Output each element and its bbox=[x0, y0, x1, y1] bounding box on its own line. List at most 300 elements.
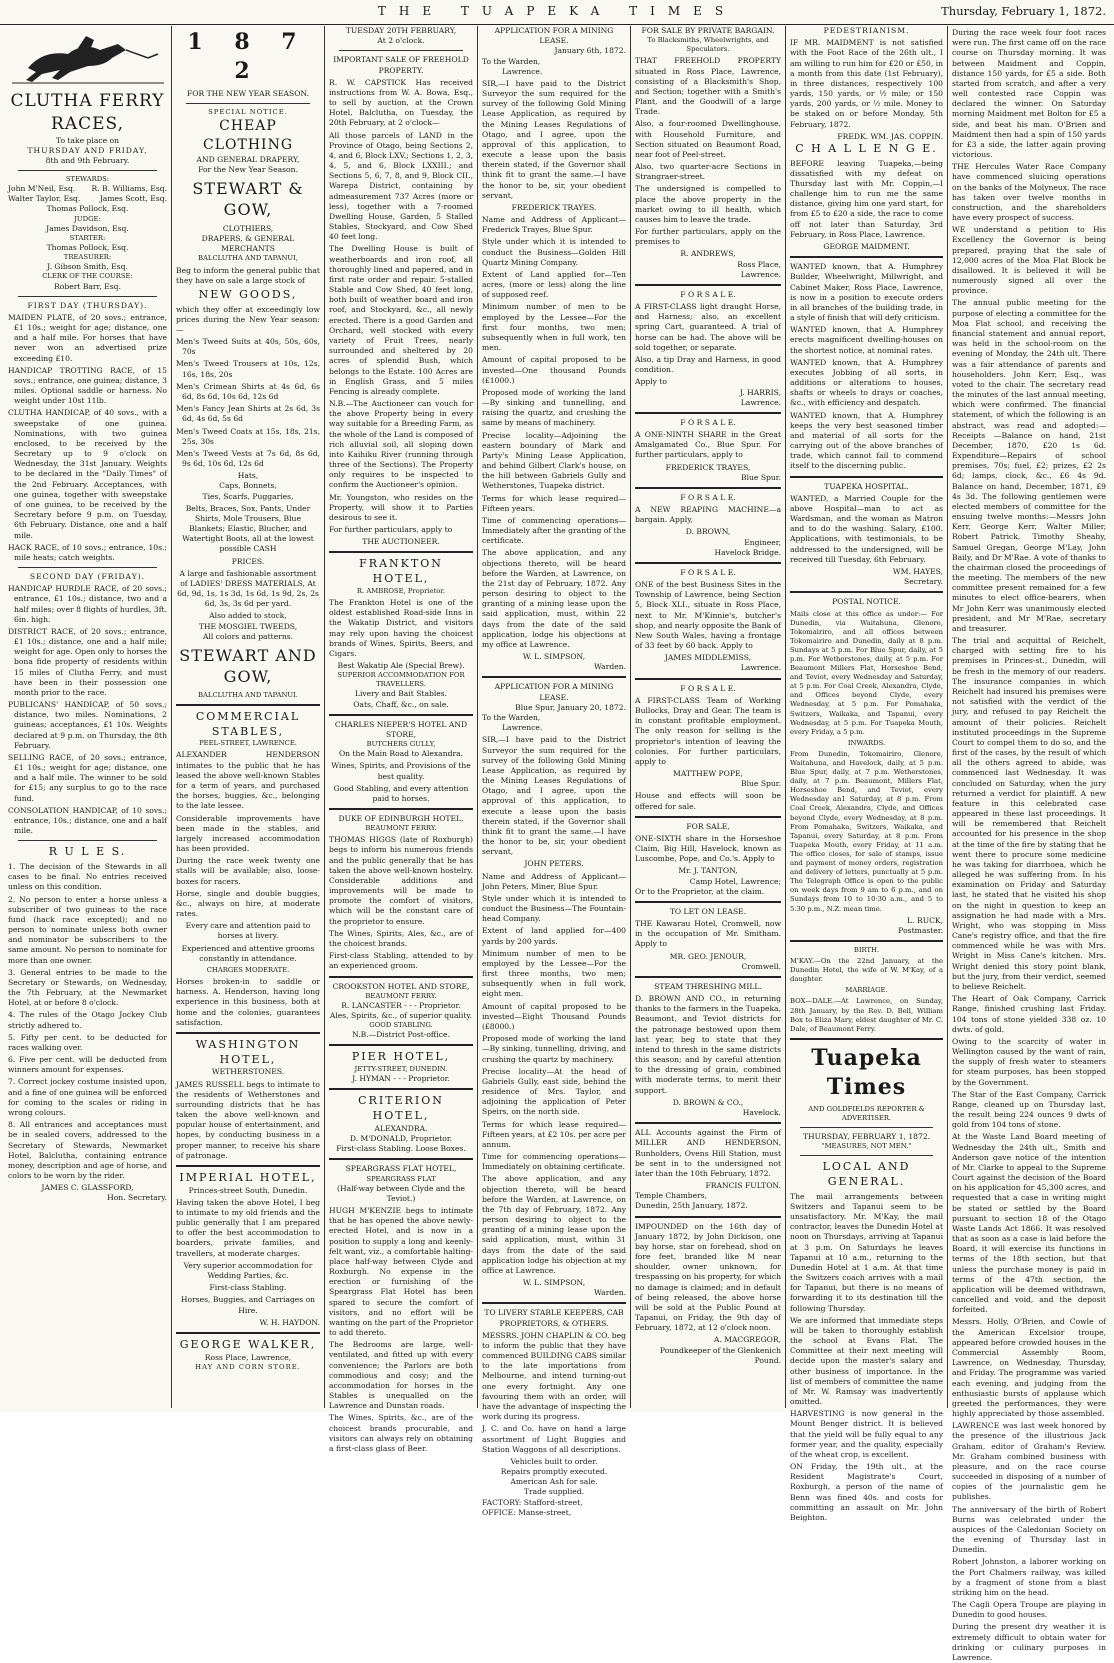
criterion-stabling: First-class Stabling. Loose Boxes. bbox=[336, 1144, 466, 1154]
steward: Walter Taylor, Esq. bbox=[8, 194, 81, 204]
sale-text: A FIRST-CLASS light draught Horse, and Harness; also, an excellent spring Cart, guaranteed. A trial of horse can be had. The above will be sold together, or separate. bbox=[635, 302, 781, 352]
applicant-2: JOHN PETERS. bbox=[524, 859, 584, 869]
notice-text: IF MR. MAIDMENT is not satisfied with the Foot Race of the 26th ult., I am willing to run him for £20 or £50, in a month from this date (1st February), in three distances, respectively 100 yards, 150 yards, or ½ mile; or 150 yards, 200 yards, or ½ mile. Money to be staked on or before Monday, 5th February, 1872. bbox=[790, 38, 943, 129]
crookston-stabling: GOOD STABLING. bbox=[369, 1021, 433, 1030]
birth-heading: BIRTH. bbox=[853, 945, 880, 954]
challenge-heading: C H A L L E N G E. bbox=[795, 141, 938, 155]
edinburgh-text: THOMAS HIGGS (late of Roxburgh) begs to inform his numerous friends and the public generally that he has taken the above well-known hostelry. Considerable additions and improvements will be made to promote the comfort of visitors, which will be the constant care of the proprietor to ensure. bbox=[329, 835, 473, 926]
sale-text: THAT FREEHOLD PROPERTY situated in Ross Place, Lawrence, consisting of a Blacksmith's Shop, and Section; together with a Smith's Plant, and the Goodwill of a large Trade. bbox=[635, 56, 781, 117]
local-para: We are informed that immediate steps will be taken to thoroughly establish the school at Evans Flat. The Committee at their next meeting will decide upon the master's salary and other business of importance. In the list of members of committee the name of Mr. W. Ramsay was inadvertently omitted. bbox=[790, 1315, 943, 1407]
news-para: THE Hercules Water Race Company have commenced sluicing operations on the banks of the Molyneux. The race has taken over twelve months in construction, and the shareholders have every prospect of success. bbox=[952, 162, 1106, 223]
divider bbox=[635, 976, 781, 978]
wanted-notice: WANTED known, that A. Humphrey executes Jobbing of all sorts, in additions or alterations to houses, shafts or wheels to drays or coaches, &c., with efficiency and despatch. bbox=[790, 357, 943, 408]
colours: All colors and patterns. bbox=[202, 631, 294, 641]
application-detail: Proposed mode of working the land—By sinking, tunnelling, driving, and crushing the quartz by machinery. bbox=[482, 1034, 626, 1064]
judge: James Davidson, Esq. bbox=[46, 223, 129, 233]
steam-heading: STEAM THRESHING MILL. bbox=[654, 981, 762, 991]
sale-text: N.B.—The Auctioneer can vouch for the above Property being in every way suitable for a Breeding Farm, as the whole of the Land is composed of rich alluvial soil, all sloping down into Kaihiku River (running through three of the Sections). The Property only requires to be inspected to confirm the Auctioneer's opinion. bbox=[329, 399, 473, 490]
rule-item: 1. The decision of the Stewards in all cases to be final. No entries received unless on this condition. bbox=[8, 862, 167, 892]
imperial-text: First-class Stabling. bbox=[209, 1283, 287, 1293]
application-detail: Extent of Land applied for—Ten acres, (more or less) along the line of supposed reef. bbox=[482, 269, 626, 300]
hospital-heading: TUAPEKA HOSPITAL. bbox=[824, 481, 909, 491]
sale-text: The Dwelling House is built of weatherboards and iron roof, all thoroughly lined and papered, and in first rate order and repair. 5-stalled Stable and Cow Shed, 40 feet long, both built of weather board and iron roof, and Stockyard, &c., all newly erected. There is a good Garden and Orchard, well stocked with every variety of Fruit Trees, nearly surrounded and sheltered by 20 acres of splendid Bush, which belongs to the Estate. 100 Acres are in English Grass, and 5 miles Fencing is already complete. bbox=[329, 244, 473, 396]
chaplin-text: J. C. and Co. have on hand a large assortment of Light Buggies and Station Waggons of all descriptions. bbox=[482, 1424, 626, 1454]
news-para: The Cagli Opera Troupe are playing in Dunedin to good houses. bbox=[952, 1600, 1106, 1620]
sale-time: At 2 o'clock. bbox=[377, 36, 425, 46]
mosgiel: THE MOSGIEL TWEEDS, bbox=[198, 621, 298, 631]
application-detail: Time of commencing operations—Immediately after the granting of the certificate. bbox=[482, 515, 626, 546]
notice-text: WANTED, a Married Couple for the above Hospital—man to act as Wardsman, and the woman as Matron and to do the washing. Salary, £100. Applications, with testimonials, to be addressed to the undersigned, will be received till Tuesday, 6th February. bbox=[790, 493, 943, 564]
price-item: Men's Tweed Coats at 15s, 18s, 21s, 25s, 30s bbox=[176, 426, 320, 446]
for-new-year: For the New Year Season. bbox=[198, 164, 298, 174]
pope-place: Blue Spur. bbox=[741, 779, 781, 789]
chaplin-text: MESSRS. JOHN CHAPLIN & CO. beg to inform the public that they have commenced BUILDING CABS similar to the late importations from Melbourne, and intend turning-out one every fortnight. Any one favouring them with an order, will have the advantage of inspecting the work during its progress. bbox=[482, 1330, 626, 1422]
firm-place-2: BALCLUTHA AND TAPANUI. bbox=[198, 690, 298, 699]
new-goods: NEW GOODS, bbox=[198, 287, 298, 301]
frankton-livery: Livery and Bait Stables. bbox=[354, 689, 448, 699]
divider bbox=[176, 704, 320, 706]
local-para: The mail arrangements between Switzers and Tapanui seem to be unsatisfactory. Mr. M'Kay, the mail contractor, leaves the Dunedin Hotel at noon on Thursdays, arriving at Tapanui at 3 p.m. On Saturdays he leaves Tapanui at 10 a.m., returning to the Dunedin Hotel at 1 a.m. At that time the Switzers coach arrives with a mail for Tapanui, but there is no means of forwarding it to its destination till the following Thursday. bbox=[790, 1191, 943, 1313]
news-para: During the present dry weather it is extremely difficult to obtain water for drinking or culinary purposes in Lawrence. bbox=[952, 1622, 1106, 1662]
pedestrianism-heading: PEDESTRIANISM. bbox=[823, 26, 910, 35]
prices-label: PRICES. bbox=[231, 556, 265, 566]
belts-text: Belts, Braces, Sox, Pants, Under Shirts, Mole Trousers, Blue Blankets; Elastic, Blucher, and Watertight Boots, all at the lowest possible CASH bbox=[182, 503, 314, 554]
rule-item: 4. The rules of the Otago Jockey Club strictly adhered to. bbox=[8, 1010, 167, 1030]
divider bbox=[482, 1302, 626, 1304]
tanton-or: Or to the Proprietor, at the claim. bbox=[635, 886, 765, 896]
imperial-place: Princes-street South, Dunedin. bbox=[188, 1185, 308, 1195]
jenour-sig: MR. GEO. JENOUR, bbox=[669, 951, 747, 961]
sale-text: ONE of the best Business Sites in the Township of Lawrence, being Section 5, Block XLI., situate in Ross Place, next to Mr. M'Kinnie's, butcher's shop, and nearly opposite the Bank of New South Wales, having a frontage of 33 feet by 60 back. Apply to bbox=[635, 580, 781, 651]
macgregor-title: Poundkeeper of the Glenkenich Pound. bbox=[659, 1345, 781, 1365]
news-para: Messrs. Holly, O'Brien, and Cowle of the American Excelsior troupe, appeared before crowded houses in the Commercial Assembly Room, Lawrence, on Wednesday, Thursday, and Friday. The programme was varied each evening, and judging from the enthusiastic bursts of applause which greeted the performances, they were highly appreciated by those assembled. bbox=[952, 1317, 1106, 1419]
harris-sig: J. HARRIS, bbox=[739, 387, 781, 397]
sale-text: A ONE-NINTH SHARE in the Great Amalgamated Co., Blue Spur. For further particulars, apply to bbox=[635, 430, 781, 460]
for-sale-heading: F O R S A L E. bbox=[680, 417, 736, 427]
sale-text: For further particulars, apply to bbox=[329, 525, 453, 535]
special-notice: SPECIAL NOTICE. bbox=[208, 108, 288, 117]
middlemiss-sig: JAMES MIDDLEMISS, bbox=[664, 653, 752, 663]
price-item: Men's Tweed Trousers at 10s, 12s, 16s, 18s, 20s bbox=[176, 359, 320, 379]
for-sale-heading: F O R S A L E. bbox=[680, 567, 736, 577]
edinburgh-title: DUKE OF EDINBURGH HOTEL, bbox=[338, 814, 464, 824]
harris-town: Lawrence. bbox=[740, 397, 781, 407]
haydon-sig: W. H. HAYDON. bbox=[259, 1317, 320, 1327]
application-detail: Style under which it is intended to conduct the Business—The Fountain-head Company. bbox=[482, 893, 626, 924]
coppin-sig: FREDK. WM. JAS. COPPIN. bbox=[837, 131, 943, 141]
sale-text: Also, a tip Dray and Harness, in good condition. bbox=[635, 355, 781, 375]
to-warden: To the Warden, bbox=[482, 713, 541, 722]
news-para: During the race week four foot races were run. The first came off on the race course on Thursday morning. It was between Maidment and Coppin, distance 150 yards, for £5 a side. Both started from scratch, and after a very well contested race Coppin was declared the winner. On Saturday morning Maidment met Bolton for £5 a side, and beat his man. O'Brien and Maidment then had a spin of 150 yards for £3 a side, the latter again proving victorious. bbox=[952, 28, 1106, 160]
stables-title: COMMERCIAL STABLES, bbox=[195, 709, 301, 738]
auctioneer: THE AUCTIONEER. bbox=[362, 537, 440, 547]
edinburgh-text: First-class Stabling, attended to by an experienced groom. bbox=[329, 951, 473, 971]
news-para: The trial and acquittal of Reichelt, charged with setting fire to his premises in Princes-st., Dunedin, will be fresh in the memory of our readers. The insurance companies in which Reichelt had insured his premises were not satisfied with the verdict of the jury, and refused to pay Reichelt the amount of their policies. Reichelt instituted proceedings in the Supreme Court to compel them to do so, and the first of the cases, by the result of which all the others agreed to abide, was commenced last Wednesday. It was concluded on Saturday, when the jury returned a verdict for plaintiff. A new feature in this celebrated case appeared in these last proceedings. It will be remembered that Reichelt accounted for his presence in the shop at the time of the fire by stating that he went there to procure some medicine he was taking for diarrhoea, which he alleged he was suffering from. In his examination on Friday and Saturday last, he stated that he visited his shop on the night in question to keep an assignation he had made with a Mrs. Wright, who was stopping in Miss Cane's registry office, and that the fire commenced while he was with Mrs. Wright in Miss Cane's kitchen. Mrs. Wright denied this story point blank, but the jury, from their verdict, seemed to believe Reichelt. bbox=[952, 636, 1106, 991]
rule-item: 6. Five per cent. will be deducted from winners amount for expenses. bbox=[8, 1055, 167, 1075]
signature: JAMES C. GLASSFORD, bbox=[41, 1183, 134, 1193]
inwards-heading: INWARDS. bbox=[847, 738, 886, 747]
price-item: Men's Tweed Suits at 40s, 50s, 60s, 70s bbox=[176, 337, 320, 357]
for-sale-heading: FOR SALE, bbox=[686, 821, 730, 831]
edinburgh-text: The Wines, Spirits, Ales, &c., are of the choicest brands. bbox=[329, 928, 473, 948]
warden-sig: W. L. SIMPSON, bbox=[522, 652, 586, 662]
chaplin-office: OFFICE: Manse-street, bbox=[482, 1507, 572, 1517]
nieper-text: Wines, Spirits, and Provisions of the best quality. bbox=[331, 761, 471, 781]
divider bbox=[482, 676, 626, 678]
application-heading-2: APPLICATION FOR A MINING LEASE. bbox=[494, 682, 614, 702]
divider bbox=[790, 476, 943, 478]
marriage-text: BOX—DALE.—At Lawrence, on Sunday, 28th January, by the Rev. D. Bell, William Box to Eliza Mary, eldest daughter of Mr. C. Dale, of Beaumont Ferry. bbox=[790, 997, 943, 1033]
application-detail: Proposed mode of working the land—By sinking and tunnelling, and raising the quartz, and crushing the same by means of machinery. bbox=[482, 387, 626, 428]
race-item: SELLING RACE, of 20 sovs.; entrance, £1 10s.; weight for age; distance, one and a half mile. The winner to be sold for £15; any surplus to go to the race fund. bbox=[8, 752, 167, 803]
sale-text: IMPOUNDED on the 16th day of January 1872, by John Dickison, one bay horse, star on forehead, shod on fore feet, branded like M near shoulder, owner unknown, for trespassing on his property, for which no damage is claimed; and in default of being released, the above horse will be sold at the Public Pound at Tapanui, on Friday, the 9th day of February, 1872, at 12 o'clock noon. bbox=[635, 1221, 781, 1333]
second-day-heading: SECOND DAY (FRIDAY). bbox=[29, 572, 146, 582]
sale-text: R. W. CAPSTICK Has received instructions from W. A. Bowa, Esq., to sell by auction, at the Crown Hotel, Balclutha, on Tuesday, the 20th February, at 2 o'clock— bbox=[329, 77, 473, 128]
tanton-place: Camp Hotel, Lawrence; bbox=[689, 876, 781, 886]
steward: R. B. Williams, Esq. bbox=[91, 184, 167, 194]
wanted-notice: WANTED known, that A. Humphrey Builder, Wheelwright, Millwright, and Cabinet Maker, Ross Place, Lawrence, is now in a position to execute orders in all branches of the building trade, in a style of finish that will defy criticism. bbox=[790, 262, 943, 323]
horse-race-illustration bbox=[8, 28, 167, 86]
divider bbox=[635, 412, 781, 414]
stables-text: ALEXANDER HENDERSON intimates to the public that he has leased the above well-known Stables for a term of years, and purchased the horses, buggies, &c., belonging to the late lessee. bbox=[176, 750, 320, 811]
sale-date: TUESDAY 20TH FEBRUARY, bbox=[345, 26, 457, 35]
column-news bbox=[948, 26, 1110, 1662]
objection-text: The above application, and any objection thereto, will be heard before the Warden, at Lawrence, on the 7th day of February, 1872. Any person desiring to object to the granting of a mining lease upon the said application, must, within 31 days from the date of the said application lodge his objection at my office at Lawrence. bbox=[482, 1174, 626, 1275]
washington-title: WASHINGTON HOTEL, bbox=[195, 1037, 301, 1066]
chaplin-line: Trade supplied. bbox=[523, 1487, 585, 1497]
news-para: At the Waste Land Board meeting of Wednesday the 24th ult., Smith and Anderson gave notice of the intention of Mr. Clarke to appeal to the Supreme Court against the decision of the Board on his application for 45,300 acres, and requested that a case in writing might be stated or settled by the Board pursuant to section 18 of the Otago Waste Lands Act 1866. It was resolved that as soon as a case is laid before the Board, it will exercise its functions in terms of the 18th section, but that unless the purchase money is paid in terms of the 47th section, the application will be deemed withdrawn, cancelled and void, and the deposit forfeited. bbox=[952, 1132, 1106, 1315]
column-for-sale bbox=[631, 26, 786, 1408]
frankton-proprietor: R. AMBROSE, Proprietor. bbox=[356, 586, 446, 595]
motto: "MEASURES, NOT MEN." bbox=[821, 1142, 912, 1151]
divider bbox=[635, 901, 781, 903]
speargrass-halfway: (Half-way between Clyde and the Teviot.) bbox=[336, 1183, 465, 1203]
masthead bbox=[0, 0, 1114, 25]
application-heading-1: APPLICATION FOR A MINING LEASE. bbox=[494, 26, 614, 46]
application-detail: Extent of land applied for—400 yards by 200 yards. bbox=[482, 926, 626, 946]
to-lawrence: Lawrence. bbox=[502, 66, 543, 76]
divider bbox=[329, 1158, 473, 1160]
race-item: HANDICAP TROTTING RACE, of 15 sovs.; entrance, one guinea; distance, 3 miles. Optional saddle or harness. No weight under 10st 11lb. bbox=[8, 365, 167, 406]
application-detail: Minimum number of men to be employed by the Lessee—For the first four months, two men; subsequently when in full work, ten men. bbox=[482, 302, 626, 353]
imperial-text: Having taken the above Hotel, I beg to intimate to my old friends and the public generally that I am prepared to offer the best accommodation to boarders, private families, and travellers, at moderate charges. bbox=[176, 1197, 320, 1258]
races-intro-1: To take place on bbox=[56, 135, 119, 145]
races-intro-2: THURSDAY AND FRIDAY, bbox=[27, 145, 148, 155]
criterion-place: ALEXANDRA. bbox=[374, 1123, 428, 1133]
stables-text: Every care and attention paid to horses at livery. bbox=[185, 921, 311, 941]
sale-text: Also, two quarter-acre Sections in Strangraer-street. bbox=[635, 162, 781, 182]
sale-text: All those parcels of LAND in the Province of Otago, being Sections 2, 4, and 6, Block LXV.; Sections 1, 2, 3, 4, 5, and 6, Block LXXIII.; and Sections 5, 6, 7, 8, and 9, Block CII., Warepa District, containing by admeasurement 737 Acres (more or less), together with a 7-roomed Dwelling House, Garden, 5 Stalled Stables, Stockyard, and Cow Shed 40 feet long. bbox=[329, 130, 473, 242]
divider bbox=[635, 487, 781, 489]
crookston-title: CROOKSTON HOTEL AND STORE, bbox=[332, 981, 470, 991]
newspaper-subtitle: AND GOLDFIELDS REPORTER & ADVERTISER. bbox=[808, 1104, 925, 1122]
application-text: SIR,—I have paid to the District Surveyor the sum required for the survey of the following Gold Mining Lease Application, as required by the Mining Leases Regulations of Otago, and I agree, upon the approval of this application, to execute a lease upon the basis therein stated, if the Governor shall think fit to grant the same.—I have the honor to be, sir, your obedient servant, bbox=[482, 78, 626, 200]
local-para: ON Friday, the 19th ult., at the Resident Magistrate's Court, Roxburgh, a person of the name of Benn was fined 40s. and costs for committing an assault on Mr. John Beighton. bbox=[790, 1462, 943, 1522]
warden-sig: W. L. SIMPSON, bbox=[522, 1278, 586, 1288]
news-para: WE understand a petition to His Excellency the Governor is being prepared, praying that the sale of 12,000 acres of the Moa Flat Block be disallowed. It is believed it will be numerously signed all over the province. bbox=[952, 225, 1106, 296]
washington-text: JAMES RUSSELL begs to intimate to the residents of Wetherstones and surrounding districts that he has taken the above well-known and popular house of entertainment, and hopes, by conducting business in a proper manner, to receive his share of patronage. bbox=[176, 1079, 320, 1160]
speargrass-text: The Bedrooms are large, well-ventilated, and fitted up with every convenience; the Parlors are both commodious and cosy; and the accommodation for horses in the Stables is unequalled on the Lawrence and Dunstan roads. bbox=[329, 1340, 473, 1411]
firm-name-2: STEWART AND GOW, bbox=[179, 645, 317, 687]
nieper-road: On the Main Road to Alexandra. bbox=[338, 749, 464, 759]
wanted-notice: WANTED known, that A. Humphrey erects magnificent dwelling-houses on the shortest notice, at nominal rates. bbox=[790, 325, 943, 355]
frankton-text: The Frankton Hotel is one of the oldest established Road-side Inns in the Wakatip District, and visitors may rely upon having the choicest brands of Wines, Spirits, Beers, and Cigars. bbox=[329, 597, 473, 658]
editorial-date: THURSDAY, FEBRUARY 1, 1872. bbox=[802, 1131, 931, 1141]
race-item: HANDICAP HURDLE RACE, of 20 sovs.; entrance, £1 10s.; distance, two and a half miles; over 8 flights of hurdles, 3ft. 6in. high. bbox=[8, 584, 167, 624]
speargrass-text: HUGH M'KENZIE begs to intimate that he has opened the above newly-erected Hotel, and is now in a position to supply a long and keenly-felt want, viz., a comfortable halting-place half-way between Clyde and Roxburgh. No expense in the erection or furnishing of the Speargrass Flat Hotel has been spared to secure the comfort of visitors, and no effort will be wanting on the part of the Proprietor to add thereto. bbox=[329, 1205, 473, 1338]
for-sale-heading: F O R S A L E. bbox=[680, 492, 736, 502]
caps: Caps, Bonnets, bbox=[219, 481, 277, 491]
sale-text: ONE-SIXTH share in the Horseshoe Claim, Big Hill, Havelock, known as Luscombe, Pope, and Co.'s. Apply to bbox=[635, 833, 781, 864]
for-sale-heading: F O R S A L E. bbox=[680, 289, 736, 299]
treasurer-label: TREASURER: bbox=[63, 253, 112, 262]
price-item: Men's Tweed Vests at 7s 6d, 8s 6d, 9s 6d, 10s 6d, 12s 6d bbox=[176, 448, 320, 469]
column-races bbox=[4, 26, 172, 1408]
divider bbox=[176, 1032, 320, 1034]
application-detail: Style under which it is intended to conduct the Business—Golden Hill Quartz Mining Company. bbox=[482, 237, 626, 267]
warden-title: Warden. bbox=[594, 1288, 626, 1298]
signature-title: Hon. Secretary. bbox=[107, 1193, 167, 1203]
brown-sig: D. BROWN, bbox=[685, 527, 731, 537]
rule-item: 2. No person to enter a horse unless a subscriber of two guineas to the race fund (hack race excepted); and no person to nominate unless both owner and nominator be subscribers to the same amount. No person to nominate for more than one owner. bbox=[8, 894, 167, 965]
chaplin-line: American Ash for sale. bbox=[510, 1477, 598, 1487]
frankton-oats: Oats, Chaff, &c., on sale. bbox=[353, 699, 449, 709]
firm-place: BALCLUTHA AND TAPANUI, bbox=[198, 254, 298, 263]
to-let-heading: TO LET ON LEASE. bbox=[669, 906, 747, 916]
application-detail: Precise locality—Adjoining the eastern boundary of Mark and Party's Mining Lease Application, and behind Gilbert Clark's house, on the hill between Gabriels Gully and Wetherstones, Tuapeka district. bbox=[482, 430, 626, 491]
sale-text: For further particulars, apply on the premises to bbox=[635, 227, 781, 247]
newspaper-logo: Tuapeka Times bbox=[811, 1044, 922, 1101]
rule-item: 5. Fifty per cent. to be deducted for races walking over. bbox=[8, 1032, 167, 1052]
sale-text: The undersigned is compelled to place the above property in the market owing to ill health, which causes him to leave the trade. bbox=[635, 184, 781, 224]
charges: CHARGES MODERATE. bbox=[206, 965, 290, 974]
application-detail: Name and Address of Applicant—John Peters, Miner, Blue Spur. bbox=[482, 871, 626, 891]
walker-place: Ross Place, Lawrence, bbox=[204, 1352, 292, 1362]
warden-title: Warden. bbox=[594, 662, 626, 672]
news-para: LAWRENCE was last week honored by the presence of the illustrious Jack Graham, editor of Graham's Review. Mr. Graham combined business with pleasure, and on the race course succeeded in disposing of a number of copies of the journalistic gem he publishes. bbox=[952, 1421, 1106, 1502]
stables-text: Horse, single and double buggies, &c., always on hire, at moderate rates. bbox=[176, 888, 320, 919]
fulton-sig: FRANCIS FULTON. bbox=[705, 1181, 781, 1191]
pope-sig: MATTHEW POPE, bbox=[673, 769, 743, 779]
news-para: The annual public meeting for the purpose of electing a committee for the Moa Flat school, and receiving the financial statement and annual report, was held in the school-room on the evening of Monday, the 24th ult. There was a fair attendance of parents and householders. John Kerr, Esq., was voted to the chair. The secretary read the minutes of the last annual meeting, which were confirmed. The financial statement, of which the following is an abstract, was read and adopted:—Receipts —Balance on hand, 21st December, 1870, £20 1s 6d. Expenditure—Repairs of school premises, 70s; fuel, £2; prizes, £2 2s 6d; lamps, clock, &c., £6 4s 9d. Balance on hand, December, 1871, £9 4s 3d. The following gentlemen were elected members of committee for the ensuing twelve months:—Messrs John Kerr, George Kerr, Walter Miller, Robert Patrick, Timothy Sheahy, Samuel Gregan, George M'Lay, John Baily, and Dr M'Rae. A vote of thanks to the chairman closed the proceedings of the meeting. The members of the new committee present remained for a few minutes to elect office-bearers, when Mr John Kerr was unanimously elected president, and Mr M'Rae, secretary and treasurer. bbox=[952, 298, 1106, 633]
steward: James Scott, Esq. bbox=[99, 194, 167, 204]
news-para: The anniversary of the birth of Robert Burns was celebrated under the auspices of the Caledonian Society on the evening of Thursday last in Dunedin. bbox=[952, 1504, 1106, 1555]
divider bbox=[186, 103, 310, 104]
divider bbox=[329, 1044, 473, 1046]
imperial-title: IMPERIAL HOTEL, bbox=[179, 1170, 317, 1184]
fulton-place: Temple Chambers, bbox=[635, 1191, 708, 1201]
race-item: CONSOLATION HANDICAP, of 10 sovs.; entrance, 10s.; distance, one and a half mile. bbox=[8, 805, 167, 836]
divider bbox=[635, 1122, 781, 1124]
race-item: HACK RACE, of 10 sovs.; entrance, 10s.; mile heats; catch weights. bbox=[8, 542, 167, 562]
wanted-notice: WANTED known, that A. Humphrey keeps the very best seasoned timber and material of all sorts for the carrying out of the above branches of trade, which cannot fail to commend itself to the discerning public. bbox=[790, 410, 943, 471]
columns bbox=[4, 26, 1110, 1662]
marriage-heading: MARRIAGE. bbox=[845, 986, 888, 995]
sale-text: House and effects will soon be offered for sale. bbox=[635, 791, 781, 811]
speargrass-title: SPEARGRASS FLAT HOTEL, bbox=[345, 1164, 457, 1174]
ties: Ties, Scarfs, Puggaries, bbox=[202, 491, 294, 501]
to-warden: To the Warden, bbox=[482, 56, 541, 66]
fulton-date: Dunedin, 25th January, 1872. bbox=[635, 1201, 748, 1211]
steward: John M'Neil, Esq. bbox=[8, 184, 76, 194]
news-para: The Star of the East Company, Carrick Range, cleaned up on Thursday last, the result being 224 ounces 9 dwts of gold from 104 tons of stone. bbox=[952, 1089, 1106, 1130]
divider bbox=[18, 296, 157, 297]
frankton-title: FRANKTON HOTEL, bbox=[359, 557, 443, 586]
frankton-superior: SUPERIOR ACCOMMODATION FOR TRAVELLERS. bbox=[337, 671, 465, 689]
races-title: CLUTHA FERRY RACES, bbox=[10, 91, 165, 134]
rule-item: 8. All entrances and acceptances must be in sealed covers, addressed to the Secretary of Stewards, Newmarket Hotel, Balclutha, containing entrance money, description and age of horse, and colors to be worn by the rider. bbox=[8, 1120, 167, 1181]
price-item: Men's Fancy Jean Shirts at 2s 6d, 3s 6d, 4s 6d, 5s 6d bbox=[176, 404, 320, 424]
stables-street: PEEL-STREET, LAWRENCE. bbox=[199, 739, 297, 748]
sale-text: A NEW REAPING MACHINE—a bargain. Apply, bbox=[635, 505, 781, 525]
divider bbox=[339, 50, 463, 51]
ruck-title: Postmaster. bbox=[898, 925, 943, 935]
stock-added: Also added to stock, bbox=[209, 611, 287, 621]
divider bbox=[329, 551, 473, 553]
andrews-sig: R. ANDREWS, bbox=[680, 249, 736, 259]
trayes-place: Blue Spur. bbox=[741, 472, 781, 482]
starter-label: STARTER: bbox=[69, 233, 106, 242]
to-lawrence: Lawrence. bbox=[502, 723, 543, 733]
local-heading: LOCAL AND GENERAL. bbox=[822, 1160, 911, 1188]
brown-place: Havelock Bridge. bbox=[714, 547, 781, 557]
divider bbox=[329, 1088, 473, 1090]
private-sale-sub: To Blacksmiths, Wheelwrights, and Speculators. bbox=[647, 36, 769, 54]
crookston-nb: N.B.—District Post-office. bbox=[352, 1030, 450, 1040]
column-drapery bbox=[172, 26, 325, 1408]
stewards-label: STEWARDS: bbox=[65, 175, 110, 184]
livery-heading: TO LIVERY STABLE KEEPERS, CAB PROPRIETORS, & OTHERS. bbox=[484, 1308, 624, 1328]
column-sales-hotels bbox=[325, 26, 478, 1453]
walker-title: GEORGE WALKER, bbox=[179, 1337, 317, 1351]
stables-text: Considerable improvements have been made in the stables, and largely increased accommodation has been provided. bbox=[176, 813, 320, 854]
application-detail: Amount of capital proposed to be invested—Eight Thousand Pounds (£8000.) bbox=[482, 1001, 626, 1031]
crookston-proprietor: R. LANCASTER - - - Proprietor. bbox=[341, 1000, 461, 1010]
inwards-text: From Dunedin, Tokomairiro, Glenore, Waitahuna, and Havelock, daily, at 5 p.m. Blue Spur, daily, at 7 p.m. Wetherstones, daily, at 7 p.m. Beaumont, Millers Flat, Horseshoe Bend, and Teviot, every Wednesday an1 Saturday, at 8 p.m. From Coal Creek, Alexandra, Clyde, and Offices beyond Clyde, every Wednesday, at 8 p.m. From Pomahaka, Switzers, Waikaka, and Tapanui, every Saturday, at 8 p.m. From Tuapeka Mouth, every Friday, at 11 a.m. The office closes, for sale of stamps, issue and payment of money orders, registration and delivery of letters, punctually at 5 p.m. The Telegraph Office is open to the public on week days from 9 am to 6 p.m., and on Sundays from 10 to 10·30 a.m., and 5 to 5.30 p.m., N.Z. mean time. bbox=[790, 749, 943, 913]
news-para: Robert Johnston, a laborer working on the Port Chalmers railway, was killed by a fragment of stone from a blast striking him on the head. bbox=[952, 1557, 1106, 1597]
birth-text: M'KAY.—On the 22nd January, at the Dunedin Hotel, the wife of W. M'Kay, of a daughter. bbox=[790, 957, 943, 984]
pier-title: PIER HOTEL, bbox=[351, 1050, 451, 1064]
drapers: DRAPERS, & GENERAL MERCHANTS bbox=[201, 234, 295, 254]
application-detail: Terms for which lease required—Fifteen years, at £2 10s. per acre per annum. bbox=[482, 1119, 626, 1149]
application-detail: Time for commencing operations—Immediately on obtaining certificate. bbox=[482, 1152, 626, 1172]
criterion-title: CRITERION HOTEL, bbox=[358, 1094, 444, 1123]
sale-text: Mr. Youngston, who resides on the Property, will show it to Parties desirous to see it. bbox=[329, 492, 473, 522]
divider bbox=[635, 816, 781, 818]
imperial-text: Very superior accommodation for Wedding Parties, &c. bbox=[183, 1260, 313, 1280]
year-banner: 1 8 7 2 bbox=[187, 29, 309, 85]
application-detail: Amount of capital proposed to be invested—One thousand Pounds (£1000.) bbox=[482, 355, 626, 385]
pier-proprietor: J. HYMAN - - - Proprietor. bbox=[352, 1074, 450, 1084]
clerk-label: CLERK OF THE COURSE: bbox=[42, 272, 133, 281]
frankton-ale: Best Wakatip Ale (Special Brew). bbox=[337, 661, 465, 671]
horse-rider-icon bbox=[8, 28, 168, 86]
divider bbox=[800, 1127, 933, 1128]
clothiers: CLOTHIERS, bbox=[222, 223, 274, 233]
application-detail: Precise locality—At the head of Gabriels Gully, east side, behind the residence of Mrs. Taylor, and adjoining the application of Peter Speirs, on the north side. bbox=[482, 1066, 626, 1117]
news-para: The Heart of Oak Company, Carrick Range, finished crushing last Friday. 104 tons of stone yielded 338 oz. 10 dwts. of gold. bbox=[952, 994, 1106, 1034]
divider bbox=[790, 1038, 943, 1040]
divider bbox=[176, 1332, 320, 1334]
middlemiss-town: Lawrence. bbox=[740, 663, 781, 673]
news-para: Owing to the scarcity of water in Wellington caused by the want of rain, the supply of fresh water to steamers for steam purposes, has been stopped by the Government. bbox=[952, 1036, 1106, 1087]
sale-text: Also, a four-roomed Dwellinghouse, with Household Furniture, and Section situated on Beaumont Road, near foot of Peel-street. bbox=[635, 119, 781, 159]
for-sale-heading: F O R S A L E. bbox=[680, 683, 736, 693]
brown-title: Engineer, bbox=[744, 537, 781, 547]
chaplin-line: Repairs promptly executed. bbox=[500, 1467, 608, 1477]
brown2-sig: D. BROWN & CO., bbox=[672, 1097, 744, 1107]
sale-text: A FIRST-CLASS Team of Working Bullocks, Dray and Gear. The team is in constant profitable employment. The only reason for selling is the proprietor's intention of leaving the colonies. For further particulars, apply to bbox=[635, 695, 781, 766]
race-item: MAIDEN PLATE, of 20 sovs.; entrance, £1 10s.; weight for age; distance, one and a half mile. For horses that have never won an advertised prize exceeding £10. bbox=[8, 312, 167, 363]
inform-text: Beg to inform the general public that they have on sale a large stock of bbox=[176, 265, 320, 285]
brown2-place: Havelock. bbox=[742, 1108, 781, 1117]
jenour-place: Cromwell. bbox=[741, 961, 781, 971]
divider bbox=[329, 714, 473, 716]
stables-text: Horses broken-in to saddle or harness. A. Henderson, having long experience in this business, both at home and the colonies, guarantees satisfaction. bbox=[176, 977, 320, 1027]
divider bbox=[635, 1216, 781, 1218]
hats: Hats, bbox=[237, 471, 259, 481]
sale-text: D. BROWN AND CO., in returning thanks to the farmers in the Tuapeka, Beaumont, and Teviot districts for the patronage bestowed upon them last year, beg to state that they intend to thresh in the same districts this season; and by careful attention to the dressing of grain, combined with moderate terms, to merit their support. bbox=[635, 994, 781, 1095]
divider bbox=[635, 678, 781, 680]
stables-text: Experienced and attentive grooms constantly in attendance. bbox=[181, 943, 315, 963]
masthead-date: Thursday, February 1, 1872. bbox=[941, 4, 1106, 18]
column-notices-editorial bbox=[786, 26, 948, 1522]
edinburgh-place: BEAUMONT FERRY. bbox=[365, 824, 437, 833]
divider bbox=[635, 284, 781, 286]
crookston-place: BEAUMONT FERRY. bbox=[365, 991, 437, 1000]
nieper-text: Good Stabling, and every attention paid to horses. bbox=[333, 783, 469, 803]
starter: Thomas Pollock, Esq. bbox=[46, 243, 129, 253]
sale-text: ALL Accounts against the Firm of MILLER AND HENDERSON, Runholders, Ovens Hill Station, must be sent in to the undersigned not later than the 10th February, 1872. bbox=[635, 1128, 781, 1178]
maidment-sig: GEORGE MAIDMENT. bbox=[823, 242, 910, 251]
stewards-row-2 bbox=[8, 194, 167, 204]
application-detail: Name and Address of Applicant—Frederick Trayes, Blue Spur. bbox=[482, 215, 626, 235]
washington-place: WETHERSTONES. bbox=[211, 1067, 285, 1077]
general-drapery: AND GENERAL DRAPERY, bbox=[196, 154, 300, 164]
rule-item: 3. General entries to be made to the Secretary or Stewards, on Wednesday, the 7th February, at the Newmarket Hotel, at or before 8 o'clock. bbox=[8, 967, 167, 1008]
speargrass-place: SPEARGRASS FLAT bbox=[366, 1174, 436, 1183]
imperial-text: Horses, Buggies, and Carriages on Hire. bbox=[180, 1295, 316, 1315]
postal-heading: POSTAL NOTICE. bbox=[832, 597, 901, 607]
divider bbox=[329, 808, 473, 810]
steward: Thomas Pollock, Esq. bbox=[46, 204, 129, 214]
ruck-sig: L. RUCK, bbox=[907, 915, 943, 925]
tanton-sig: Mr. J. TANTON, bbox=[678, 866, 738, 876]
divider bbox=[176, 1165, 320, 1167]
divider bbox=[790, 591, 943, 593]
objection-text: The above application, and any objections thereto, will be heard before the Warden, at Lawrence, on the 21st day of February, 1872. Any person desiring to object to the granting of a mining lease upon the said application, must, within 22 days from the date of the said application, lodge his objections at my office at Lawrence. bbox=[482, 548, 626, 649]
hayes-title: Secretary. bbox=[904, 577, 943, 587]
private-sale-heading: FOR SALE BY PRIVATE BARGAIN. bbox=[641, 26, 775, 35]
local-para: HARVESTING is now general in the Mount Benger district. It is believed that the yield will be fully equal to any former year, and the quality, especially of the wheat crop, is excellent. bbox=[790, 1409, 943, 1459]
chaplin-factory: FACTORY: Stafford-street, bbox=[482, 1497, 583, 1507]
macgregor-sig: A. MACGREGOR, bbox=[713, 1335, 781, 1345]
column-mining-leases bbox=[478, 26, 631, 1517]
application-date-1: January 6th, 1872. bbox=[554, 46, 626, 56]
notice-text: BEFORE leaving Tuapeka,—being dissatisfied with my defeat on Thursday last with Mr. Coppin,—I challenge him to run me the same distance, giving him one yard start, for from £5 to £20 a side, the race to come off not later than Saturday, 3rd February, in Ross Place, Lawrence. bbox=[790, 158, 943, 239]
divider bbox=[635, 562, 781, 564]
crookston-ales: Ales, Spirits, &c., of superior quality. bbox=[329, 1010, 473, 1020]
price-item: Men's Crimean Shirts at 4s 6d, 6s 6d, 8s 6d, 10s 6d, 12s 6d bbox=[176, 381, 320, 401]
trayes-sig: FREDERICK TRAYES, bbox=[665, 462, 751, 472]
stables-text: During the race week twenty one stalls will be available; also, loose-boxes for racers. bbox=[176, 856, 320, 886]
firm-name: STEWART & GOW, bbox=[192, 179, 304, 220]
apply-to: Apply to bbox=[635, 377, 667, 387]
application-detail: Terms for which lease required—Fifteen years. bbox=[482, 493, 626, 513]
nieper-title: CHARLES NIEPER'S HOTEL AND STORE, bbox=[334, 719, 468, 739]
cheap-clothing: CHEAP CLOTHING bbox=[203, 118, 293, 153]
race-item: CLUTHA HANDICAP, of 40 sovs., with a sweepstake of one guinea. Nominations, with two guinea enclosed, to be received by the Secretary up to 9 o'clock on Wednesday, the 31st January. Weights to be declared in the "Daily Times" of the 2nd February. Acceptances, with one guinea, together with sweepstake of one guinea, to be received by the Secretary before 9 p.m. on Tuesday, 6th February. Distance, one and a half mile. bbox=[8, 408, 167, 540]
